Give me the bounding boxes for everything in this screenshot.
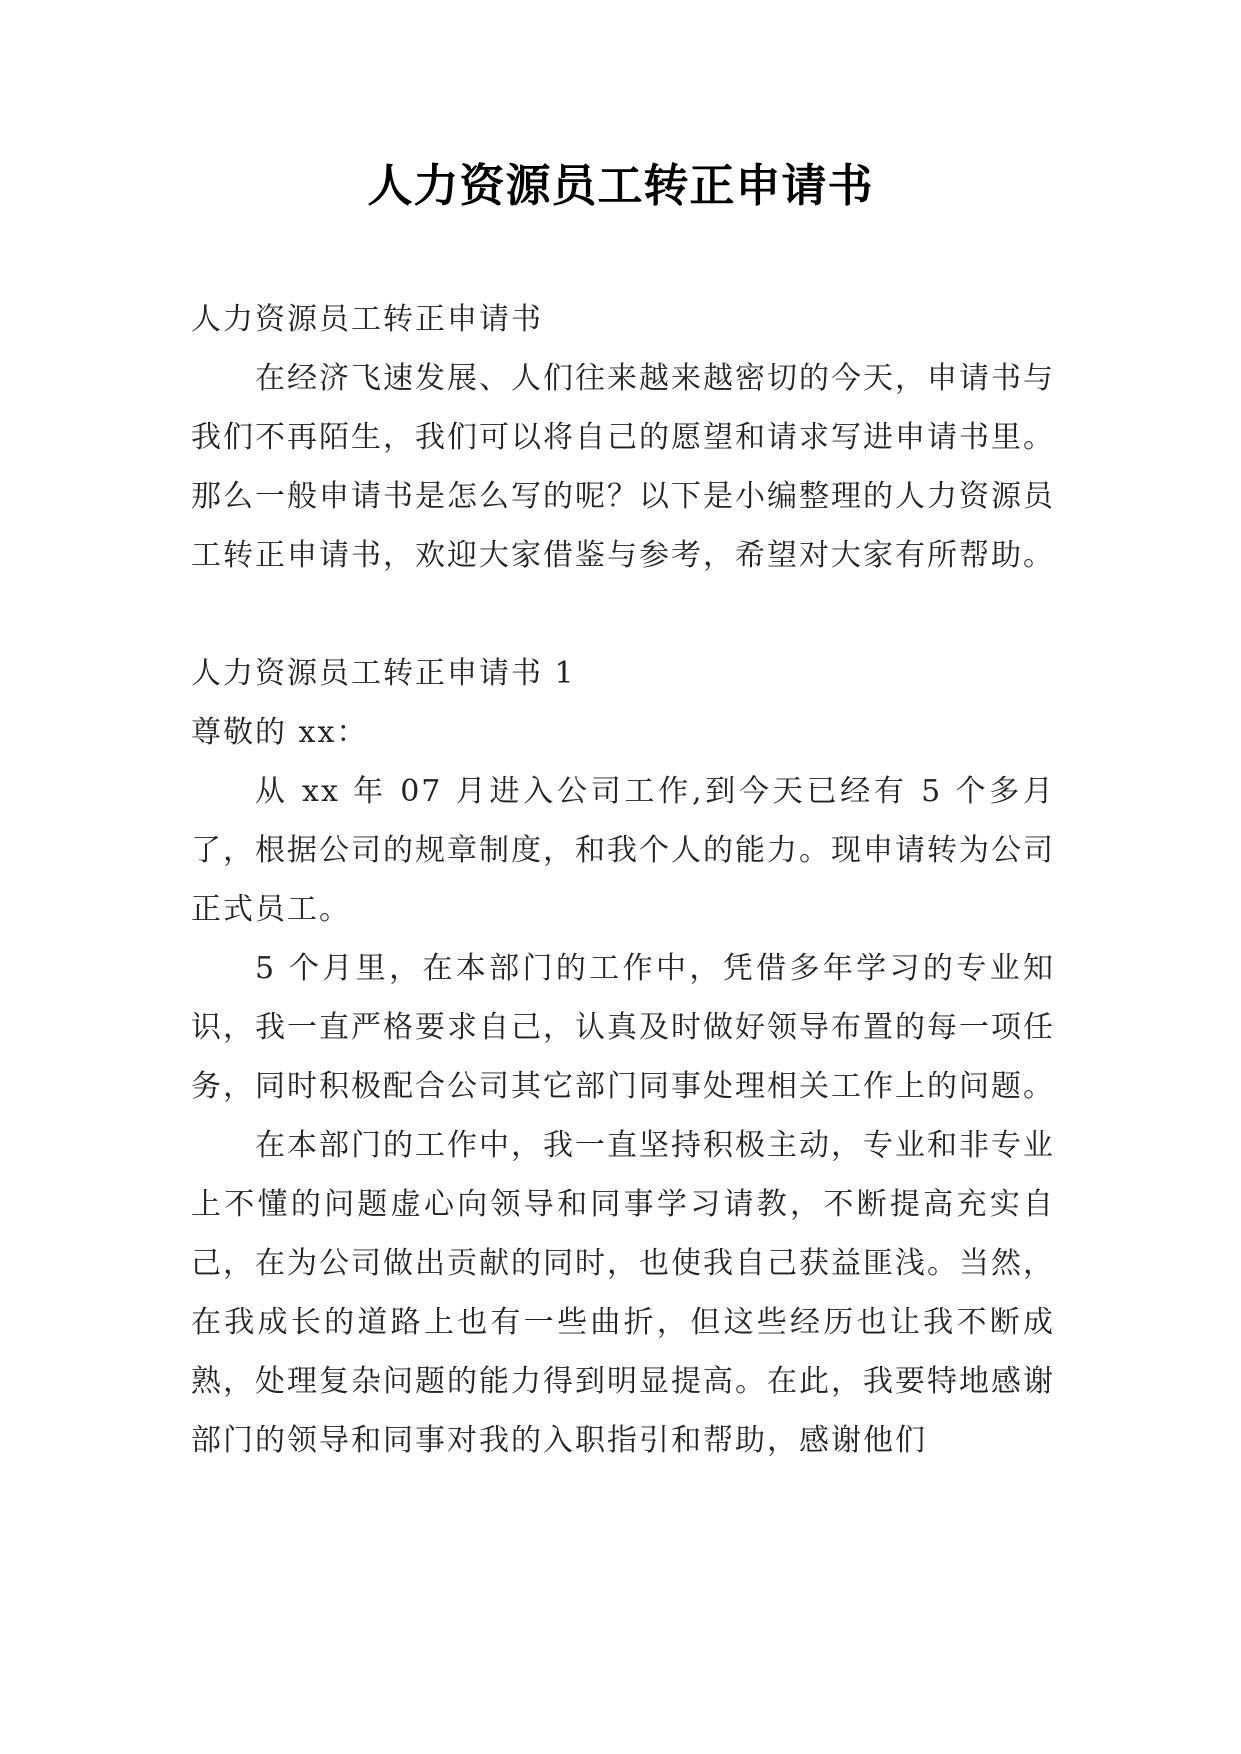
- salutation: 尊敬的 xx：: [191, 715, 369, 750]
- document-subtitle: 人力资源员工转正申请书: [191, 302, 543, 337]
- body-paragraph-3: 在本部门的工作中，我一直坚持积极主动，专业和非专业上不懂的问题虚心向领导和同事学习请教，不断提高充实自己，在为公司做出贡献的同时，也使我自己获益匪浅。当然，在我成长的道路上也有一些曲折，但这些经历也让我不断成熟，处理复杂问题的能力得到明显提高。在此，我要特地感谢部门的领导和同事对我的入职指引和帮助，感谢他们: [191, 1128, 1055, 1458]
- intro-paragraph: 在经济飞速发展、人们往来越来越密切的今天，申请书与我们不再陌生，我们可以将自己的愿望和请求写进申请书里。那么一般申请书是怎么写的呢？以下是小编整理的人力资源员工转正申请书，欢迎大家借鉴与参考，希望对大家有所帮助。: [191, 361, 1055, 573]
- document-body: [191, 290, 1055, 1470]
- body-paragraph-2: 5 个月里，在本部门的工作中，凭借多年学习的专业知识，我一直严格要求自己，认真及时做好领导布置的每一项任务，同时积极配合公司其它部门同事处理相关工作上的问题。: [191, 951, 1055, 1104]
- document-title: 人力资源员工转正申请书: [367, 159, 874, 212]
- body-paragraph-1: 从 xx 年 07 月进入公司工作,到今天已经有 5 个多月了，根据公司的规章制度，和我个人的能力。现申请转为公司正式员工。: [191, 774, 1055, 927]
- section-heading: 人力资源员工转正申请书 1: [191, 656, 576, 691]
